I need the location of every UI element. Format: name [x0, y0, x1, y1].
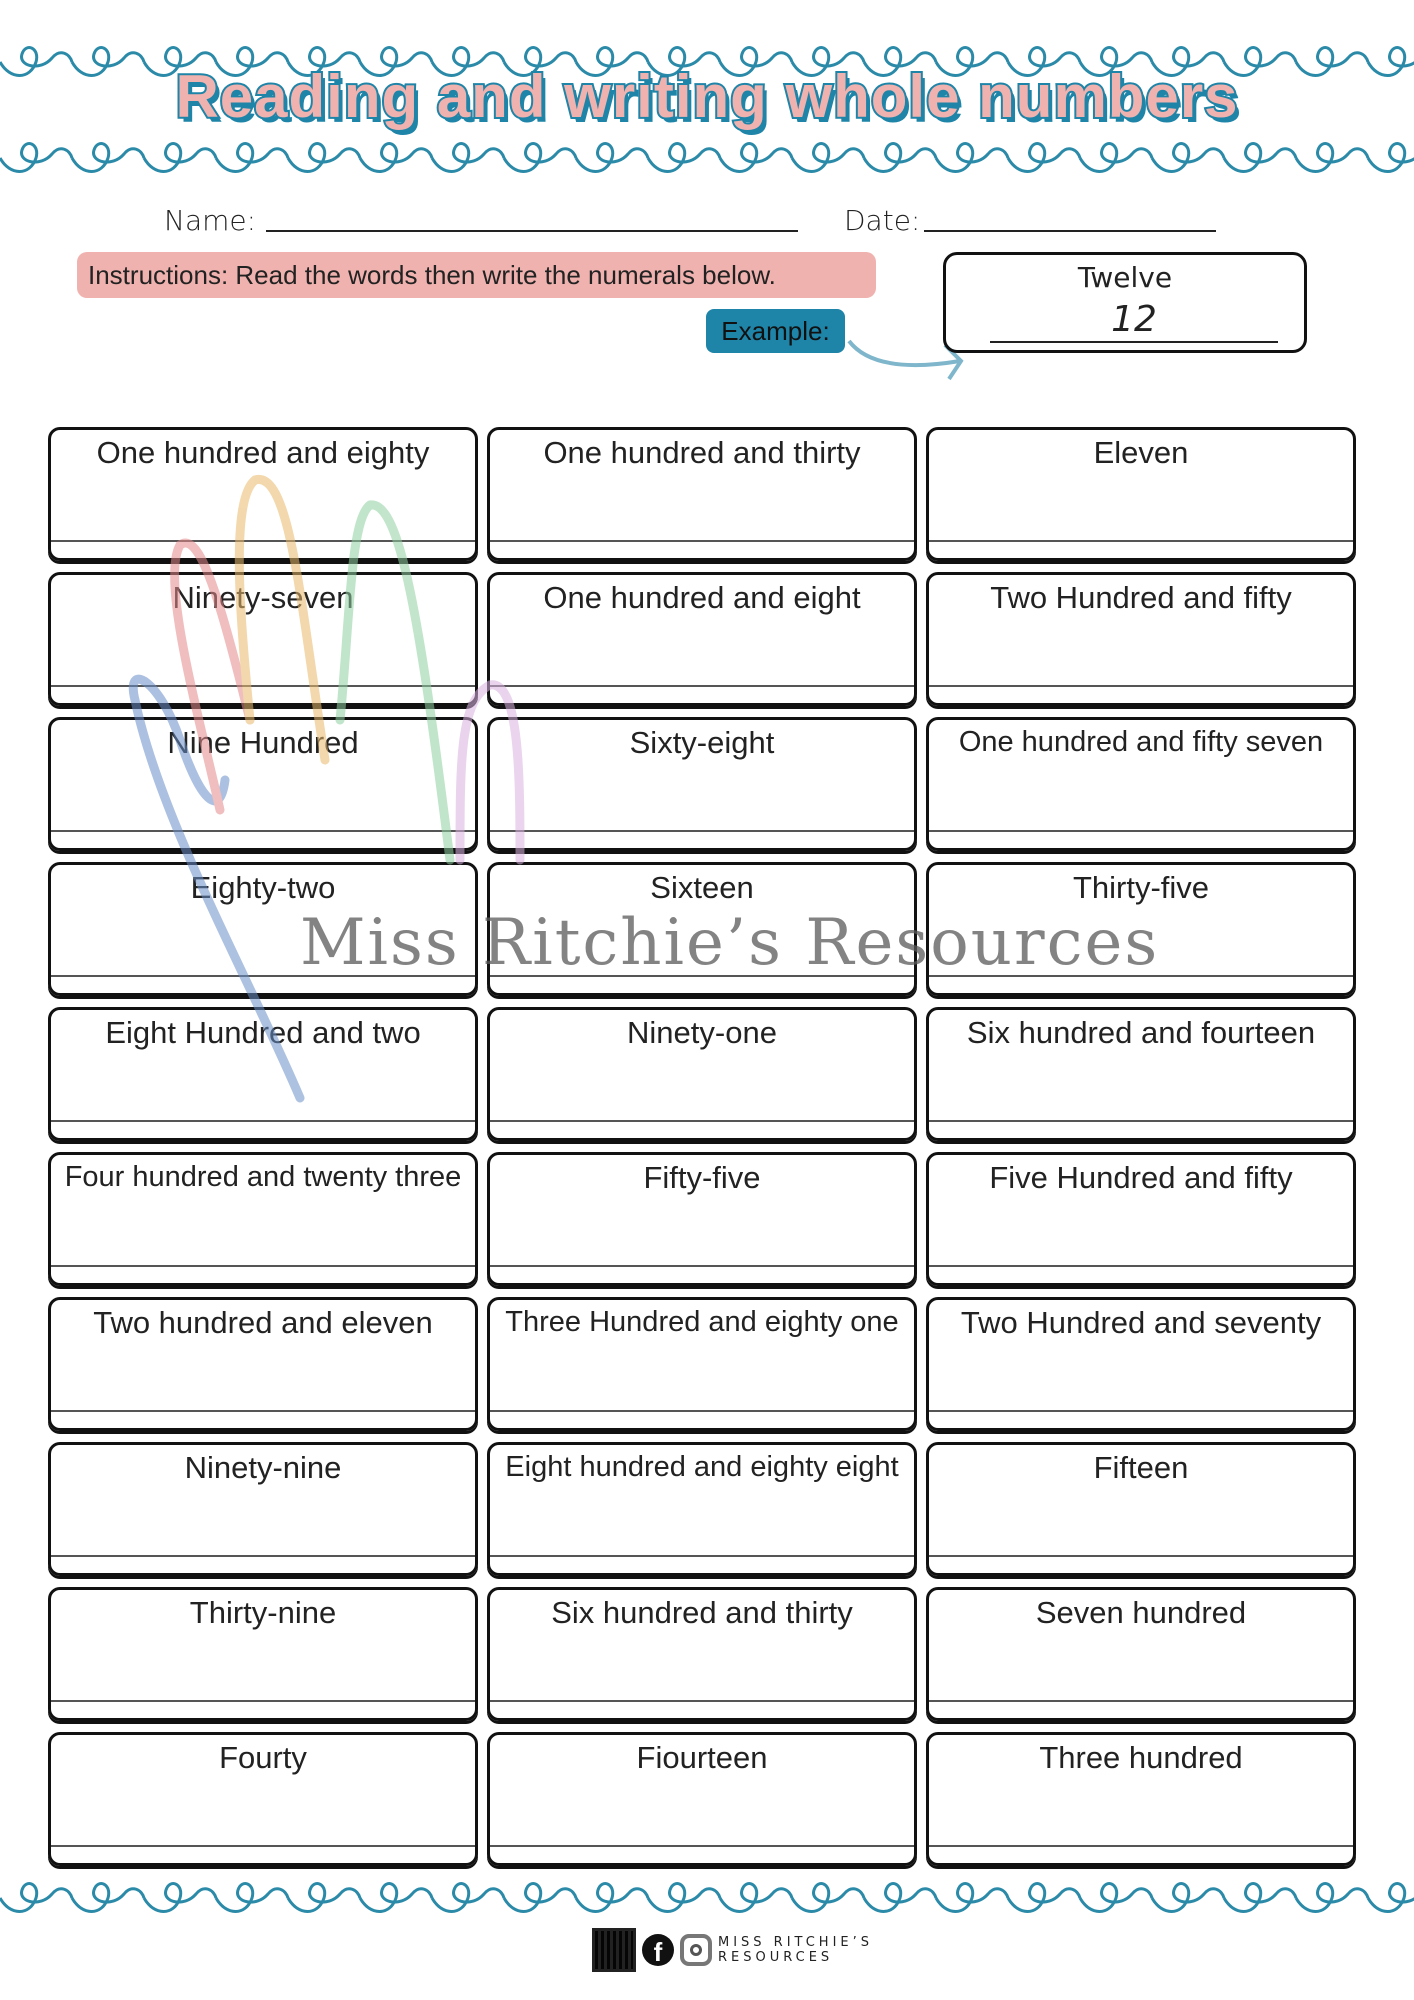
name-field[interactable]: [266, 230, 798, 232]
answer-box: [487, 1007, 917, 1141]
number-words: Thirty-nine: [189, 1595, 337, 1630]
brand-line-2: RESOURCES: [718, 1950, 834, 1965]
answer-line[interactable]: [51, 1700, 475, 1702]
footer-brand: [592, 1928, 873, 1972]
answer-box: [48, 1587, 478, 1721]
answer-line[interactable]: [51, 540, 475, 542]
decorative-wave-bottom: [0, 1876, 1414, 1920]
answer-line[interactable]: [51, 975, 475, 977]
number-words: Nine Hundred: [167, 725, 359, 760]
instructions-banner: Instructions: Read the words then write the numerals below.: [77, 252, 876, 298]
brand-line-1: MISS RITCHIE’S: [718, 1935, 874, 1950]
number-words: Seven hundred: [1035, 1595, 1247, 1630]
answer-line[interactable]: [51, 1120, 475, 1122]
number-words: Six hundred and fourteen: [966, 1015, 1316, 1050]
answer-line[interactable]: [490, 1555, 914, 1557]
answer-box: [48, 862, 478, 996]
answer-line[interactable]: [929, 830, 1353, 832]
number-words: Four hundred and twenty three: [64, 1161, 462, 1193]
answer-line[interactable]: [51, 830, 475, 832]
answer-box: [48, 717, 478, 851]
qr-code-icon: [592, 1928, 636, 1972]
answer-line[interactable]: [490, 1700, 914, 1702]
number-words: Eighty-two: [190, 870, 336, 905]
decorative-wave-middle: [0, 136, 1414, 180]
answer-line[interactable]: [929, 540, 1353, 542]
answer-line[interactable]: [929, 1555, 1353, 1557]
answer-line[interactable]: [490, 830, 914, 832]
number-words: Three Hundred and eighty one: [505, 1306, 899, 1338]
answer-box: [48, 427, 478, 561]
answer-box: [48, 1732, 478, 1866]
answer-box: [487, 717, 917, 851]
date-label: Date:: [844, 204, 921, 237]
answer-box: [487, 1297, 917, 1431]
answer-line[interactable]: [490, 1265, 914, 1267]
answer-line[interactable]: [929, 1120, 1353, 1122]
page-title: Reading and writing whole numbers: [175, 63, 1239, 130]
number-words: Fifteen: [1093, 1450, 1189, 1485]
answer-line[interactable]: [51, 1845, 475, 1847]
answer-line[interactable]: [51, 1410, 475, 1412]
answer-line[interactable]: [929, 1410, 1353, 1412]
answer-box: [926, 1732, 1356, 1866]
number-words: Two Hundred and fifty: [990, 580, 1292, 615]
answer-box: [487, 572, 917, 706]
number-words: Fiourteen: [636, 1740, 768, 1775]
number-words: Eleven: [1093, 435, 1189, 470]
answer-box: [48, 1442, 478, 1576]
number-words: Two hundred and eleven: [93, 1305, 433, 1340]
number-words: Ninety-one: [627, 1015, 777, 1050]
facebook-icon[interactable]: f: [642, 1934, 674, 1966]
example-answer: 12: [990, 299, 1278, 343]
number-words: Five Hundred and fifty: [989, 1160, 1293, 1195]
answer-line[interactable]: [929, 685, 1353, 687]
answer-box: [48, 1152, 478, 1286]
number-words: Sixteen: [650, 870, 754, 905]
number-words: Three hundred: [1039, 1740, 1243, 1775]
number-words: Fourty: [219, 1740, 307, 1775]
answer-line[interactable]: [929, 1845, 1353, 1847]
answer-line[interactable]: [929, 975, 1353, 977]
answer-box: [48, 1007, 478, 1141]
answer-line[interactable]: [490, 540, 914, 542]
answer-box: [487, 1587, 917, 1721]
answer-line[interactable]: [51, 1265, 475, 1267]
answer-box: [926, 1297, 1356, 1431]
answer-box: [926, 1007, 1356, 1141]
number-words: Thirty-five: [1072, 870, 1210, 905]
answer-box: [487, 1152, 917, 1286]
answer-line[interactable]: [51, 685, 475, 687]
number-words: Six hundred and thirty: [551, 1595, 853, 1630]
answer-box: [926, 1587, 1356, 1721]
example-box: [943, 252, 1307, 353]
answer-box: [926, 862, 1356, 996]
name-label: Name:: [164, 204, 257, 237]
date-field[interactable]: [924, 230, 1216, 232]
number-words: One hundred and eight: [543, 580, 861, 615]
number-words: Ninety-seven: [172, 580, 354, 615]
answer-box: [926, 1152, 1356, 1286]
answer-box: [487, 427, 917, 561]
answer-box: [926, 717, 1356, 851]
answer-box: [926, 1442, 1356, 1576]
answer-box: [926, 572, 1356, 706]
answer-line[interactable]: [51, 1555, 475, 1557]
number-words: Sixty-eight: [629, 725, 775, 760]
answer-box: [48, 572, 478, 706]
number-words: Ninety-nine: [184, 1450, 342, 1485]
brand-name: [718, 1935, 873, 1965]
answer-line[interactable]: [490, 1410, 914, 1412]
number-words: Eight hundred and eighty eight: [505, 1451, 899, 1483]
example-word: Twelve: [1077, 261, 1173, 294]
worksheet-grid: [48, 427, 1354, 1866]
answer-box: [487, 1442, 917, 1576]
number-words: One hundred and eighty: [96, 435, 430, 470]
answer-line[interactable]: [929, 1265, 1353, 1267]
answer-line[interactable]: [490, 685, 914, 687]
answer-line[interactable]: [929, 1700, 1353, 1702]
answer-line[interactable]: [490, 1845, 914, 1847]
answer-box: [48, 1297, 478, 1431]
number-words: Fifty-five: [643, 1160, 761, 1195]
answer-box: [487, 862, 917, 996]
answer-line[interactable]: [490, 975, 914, 977]
number-words: Two Hundred and seventy: [960, 1305, 1322, 1340]
instagram-icon[interactable]: [680, 1934, 712, 1966]
number-words: One hundred and fifty seven: [958, 726, 1324, 758]
answer-box: [926, 427, 1356, 561]
example-badge: Example:: [706, 309, 845, 353]
answer-line[interactable]: [490, 1120, 914, 1122]
watermark: Miss Ritchie’s Resources: [300, 906, 1160, 980]
number-words: Eight Hundred and two: [105, 1015, 421, 1050]
number-words: One hundred and thirty: [543, 435, 861, 470]
answer-box: [487, 1732, 917, 1866]
